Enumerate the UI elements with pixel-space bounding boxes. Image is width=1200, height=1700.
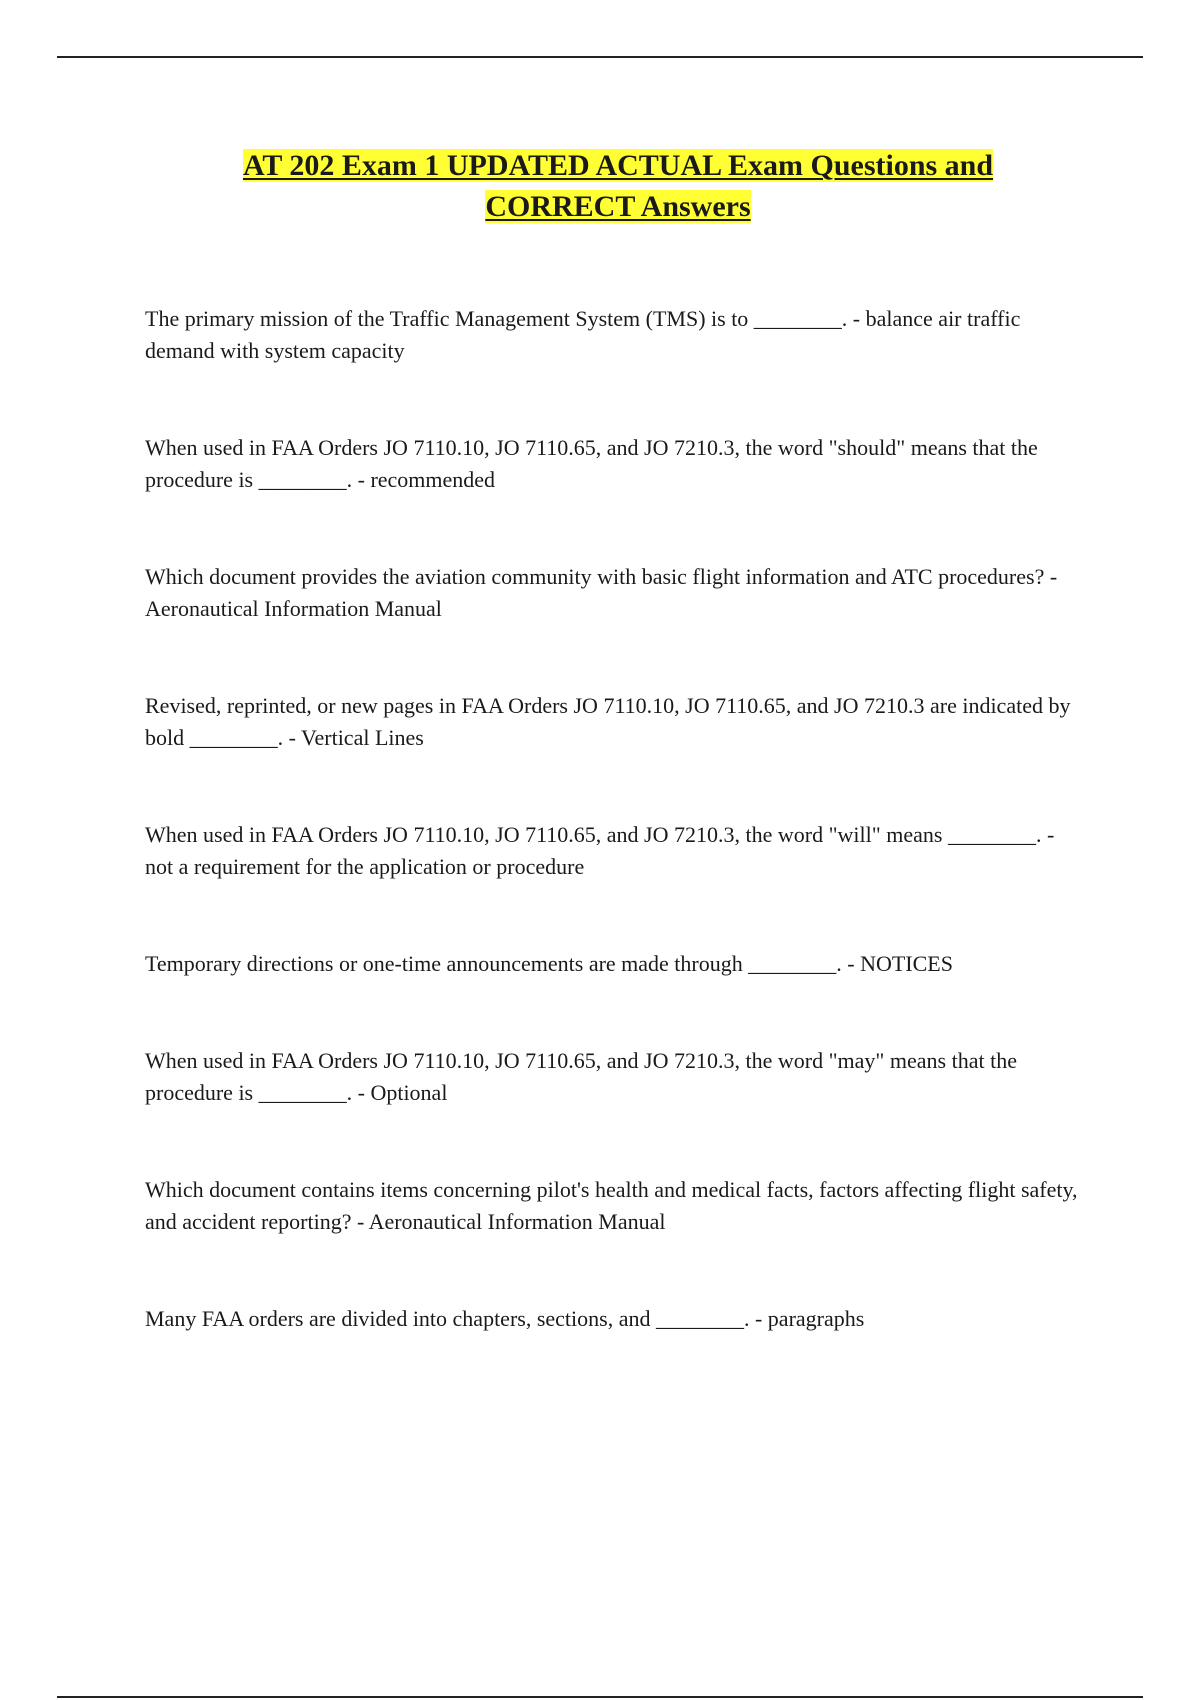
question-answer-list (145, 303, 1080, 1400)
qa-item-5: When used in FAA Orders JO 7110.10, JO 7110.65, and JO 7210.3, the word "will" means ________. - not a requirement for the application or procedure (145, 822, 1055, 879)
qa-item-4: Revised, reprinted, or new pages in FAA Orders JO 7110.10, JO 7110.65, and JO 7210.3 are indicated by bold ________. - Vertical Lines (145, 693, 1071, 750)
qa-item-8: Which document contains items concerning pilot's health and medical facts, factors affecting flight safety, and accident reporting? - Aeronautical Information Manual (145, 1177, 1078, 1234)
title-line-2: CORRECT Answers (485, 190, 751, 223)
qa-item-7: When used in FAA Orders JO 7110.10, JO 7110.65, and JO 7210.3, the word "may" means that the procedure is ________. - Optional (145, 1048, 1017, 1105)
header-rule (57, 56, 1143, 58)
qa-item-3: Which document provides the aviation community with basic flight information and ATC procedures? - Aeronautical Information Manual (145, 564, 1058, 621)
footer-rule (57, 1696, 1143, 1698)
qa-item-9: Many FAA orders are divided into chapters, sections, and ________. - paragraphs (145, 1306, 865, 1331)
qa-item-2: When used in FAA Orders JO 7110.10, JO 7110.65, and JO 7210.3, the word "should" means that the procedure is ________. - recommended (145, 435, 1038, 492)
title-line-1: AT 202 Exam 1 UPDATED ACTUAL Exam Questions and (242, 149, 994, 182)
qa-item-6: Temporary directions or one-time announcements are made through ________. - NOTICES (145, 951, 953, 976)
document-title (120, 145, 1116, 227)
qa-item-1: The primary mission of the Traffic Management System (TMS) is to ________. - balance air traffic demand with system capacity (145, 306, 1021, 363)
